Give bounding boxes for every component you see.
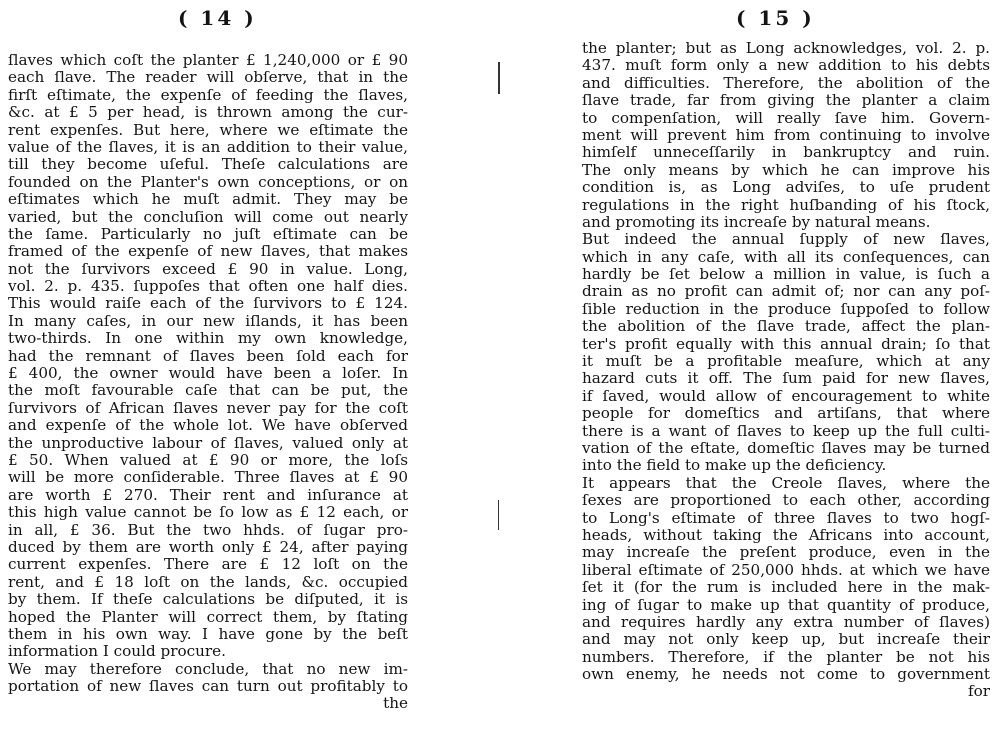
- text-line: there is a want of ſlaves to keep up the full culti-: [582, 422, 990, 440]
- text-line: ſet it (for the rum is included here in the mak-: [582, 579, 990, 597]
- text-line: We may therefore conclude, that no new im-: [8, 660, 408, 678]
- text-line: drain as no profit can admit of; nor can any poſ-: [582, 283, 990, 301]
- text-line: by them. If theſe calculations be diſputed, it is: [8, 591, 408, 609]
- gutter-mark: [498, 500, 499, 530]
- text-line: hoped the Planter will correct them, by ſtating: [8, 608, 408, 626]
- page-body: [8, 52, 408, 713]
- text-line: value of the ſlaves, it is an addition to their value,: [8, 138, 408, 156]
- text-line: them in his own way. I have gone by the beſt: [8, 625, 408, 643]
- text-line: duced by them are worth only £ 24, after paying: [8, 538, 408, 556]
- text-line: The only means by which he can improve his: [582, 161, 990, 179]
- text-line: and may not only keep up, but increaſe their: [582, 631, 990, 649]
- text-line: firſt eſtimate, the expenſe of feeding the ſlaves,: [8, 86, 408, 104]
- text-line: each ſlave. The reader will obſerve, that in the: [8, 69, 408, 87]
- text-line: till they become uſeful. Theſe calculations are: [8, 156, 408, 174]
- text-line: framed of the expenſe of new ſlaves, that makes: [8, 243, 408, 261]
- text-line: current expenſes. There are £ 12 loſt on the: [8, 556, 408, 574]
- text-line: to compenſation, will really ſave him. Govern-: [582, 109, 990, 127]
- text-line: £ 400, the owner would have been a loſer. In: [8, 365, 408, 383]
- text-line: people for domeſtics and artiſans, that where: [582, 405, 990, 423]
- text-line: to Long's eſtimate of three ſlaves to two hogſ-: [582, 509, 990, 527]
- text-line: may increaſe the preſent produce, even in the: [582, 544, 990, 562]
- text-line: &c. at £ 5 per head, is thrown among the cur-: [8, 104, 408, 122]
- text-line: and difficulties. Therefore, the abolition of the: [582, 74, 990, 92]
- text-line: In many caſes, in our new iſlands, it has been: [8, 312, 408, 330]
- text-line: own enemy, he needs not come to government: [582, 666, 990, 684]
- text-line: which in any caſe, with all its conſequences, can: [582, 248, 990, 266]
- text-line: hardly be ſet below a million in value, is ſuch a: [582, 266, 990, 284]
- text-line: £ 50. When valued at £ 90 or more, the loſs: [8, 451, 408, 469]
- text-line: vation of the eſtate, domeſtic ſlaves may be turned: [582, 439, 990, 457]
- text-line: will be more conſiderable. Three ſlaves at £ 90: [8, 469, 408, 487]
- text-line: numbers. Therefore, if the planter be not his: [582, 648, 990, 666]
- text-line: rent, and £ 18 loſt on the lands, &c. occupied: [8, 573, 408, 591]
- text-line: But indeed the annual ſupply of new ſlaves,: [582, 231, 990, 249]
- page-number: ( 14 ): [178, 6, 257, 30]
- text-line: eſtimates which he muſt admit. They may be: [8, 191, 408, 209]
- left-page: [0, 0, 440, 734]
- text-line: It appears that the Creole ſlaves, where the: [582, 474, 990, 492]
- text-line: ſible reduction in the produce ſuppoſed to follow: [582, 300, 990, 318]
- text-line: in all, £ 36. But the two hhds. of ſugar pro-: [8, 521, 408, 539]
- text-line: ſlaves which coſt the planter £ 1,240,000 or £ 90: [8, 52, 408, 69]
- text-line: information I could procure.: [8, 643, 226, 661]
- text-line: had the remnant of ſlaves been ſold each for: [8, 347, 408, 365]
- text-line: himſelf unneceſſarily in bankruptcy and ruin.: [582, 144, 990, 162]
- text-line: ſurvivors of African ſlaves never pay for the coſt: [8, 399, 408, 417]
- text-line: the planter; but as Long acknowledges, vol. 2. p.: [582, 40, 990, 57]
- page-body: [582, 40, 990, 701]
- text-line: ing of ſugar to make up that quantity of produce,: [582, 596, 990, 614]
- text-line: ſexes are proportioned to each other, according: [582, 492, 990, 510]
- gutter-mark: [498, 62, 500, 94]
- text-line: liberal eſtimate of 250,000 hhds. at which we have: [582, 561, 990, 579]
- text-line: regulations in the right huſbanding of his ſtock,: [582, 196, 990, 214]
- text-line: the ſame. Particularly no juſt eſtimate can be: [8, 225, 408, 243]
- text-line: and requires hardly any extra number of ſlaves): [582, 613, 990, 631]
- text-line: this high value cannot be ſo low as £ 12 each, or: [8, 504, 408, 522]
- page-number: ( 15 ): [736, 6, 815, 30]
- right-page: [560, 0, 1000, 734]
- text-line: This would raiſe each of the ſurvivors to £ 124.: [8, 295, 408, 313]
- text-line: varied, but the concluſion will come out nearly: [8, 208, 408, 226]
- text-line: ter's profit equally with this annual drain; ſo that: [582, 335, 990, 353]
- text-line: founded on the Planter's own conceptions, or on: [8, 173, 408, 191]
- text-line: ment will prevent him from continuing to involve: [582, 126, 990, 144]
- text-line: hazard cuts it off. The ſum paid for new ſlaves,: [582, 370, 990, 388]
- text-line: not the ſurvivors exceed £ 90 in value. Long,: [8, 260, 408, 278]
- text-line: vol. 2. p. 435. ſuppoſes that often one half dies.: [8, 278, 408, 296]
- text-line: the abolition of the ſlave trade, affect the plan-: [582, 318, 990, 336]
- text-line: for: [967, 683, 990, 701]
- text-line: and promoting its increaſe by natural means.: [582, 213, 931, 231]
- text-line: heads, without taking the Africans into account,: [582, 526, 990, 544]
- text-line: the unproductive labour of ſlaves, valued only at: [8, 434, 408, 452]
- text-line: ſlave trade, far from giving the planter a claim: [582, 92, 990, 110]
- text-line: 437. muſt form only a new addition to his debts: [582, 57, 990, 75]
- text-line: condition is, as Long adviſes, to uſe prudent: [582, 179, 990, 197]
- text-line: are worth £ 270. Their rent and inſurance at: [8, 486, 408, 504]
- text-line: it muſt be a profitable meaſure, which at any: [582, 353, 990, 371]
- text-line: two-thirds. In one within my own knowledge,: [8, 330, 408, 348]
- text-line: rent expenſes. But here, where we eſtimate the: [8, 121, 408, 139]
- text-line: and expenſe of the whole lot. We have obſerved: [8, 417, 408, 435]
- text-line: if ſaved, would allow of encouragement to white: [582, 387, 990, 405]
- text-line: into the field to make up the deficiency.: [582, 457, 887, 475]
- text-line: portation of new ſlaves can turn out profitably to: [8, 678, 408, 696]
- text-line: the: [383, 695, 408, 713]
- text-line: the moſt favourable caſe that can be put, the: [8, 382, 408, 400]
